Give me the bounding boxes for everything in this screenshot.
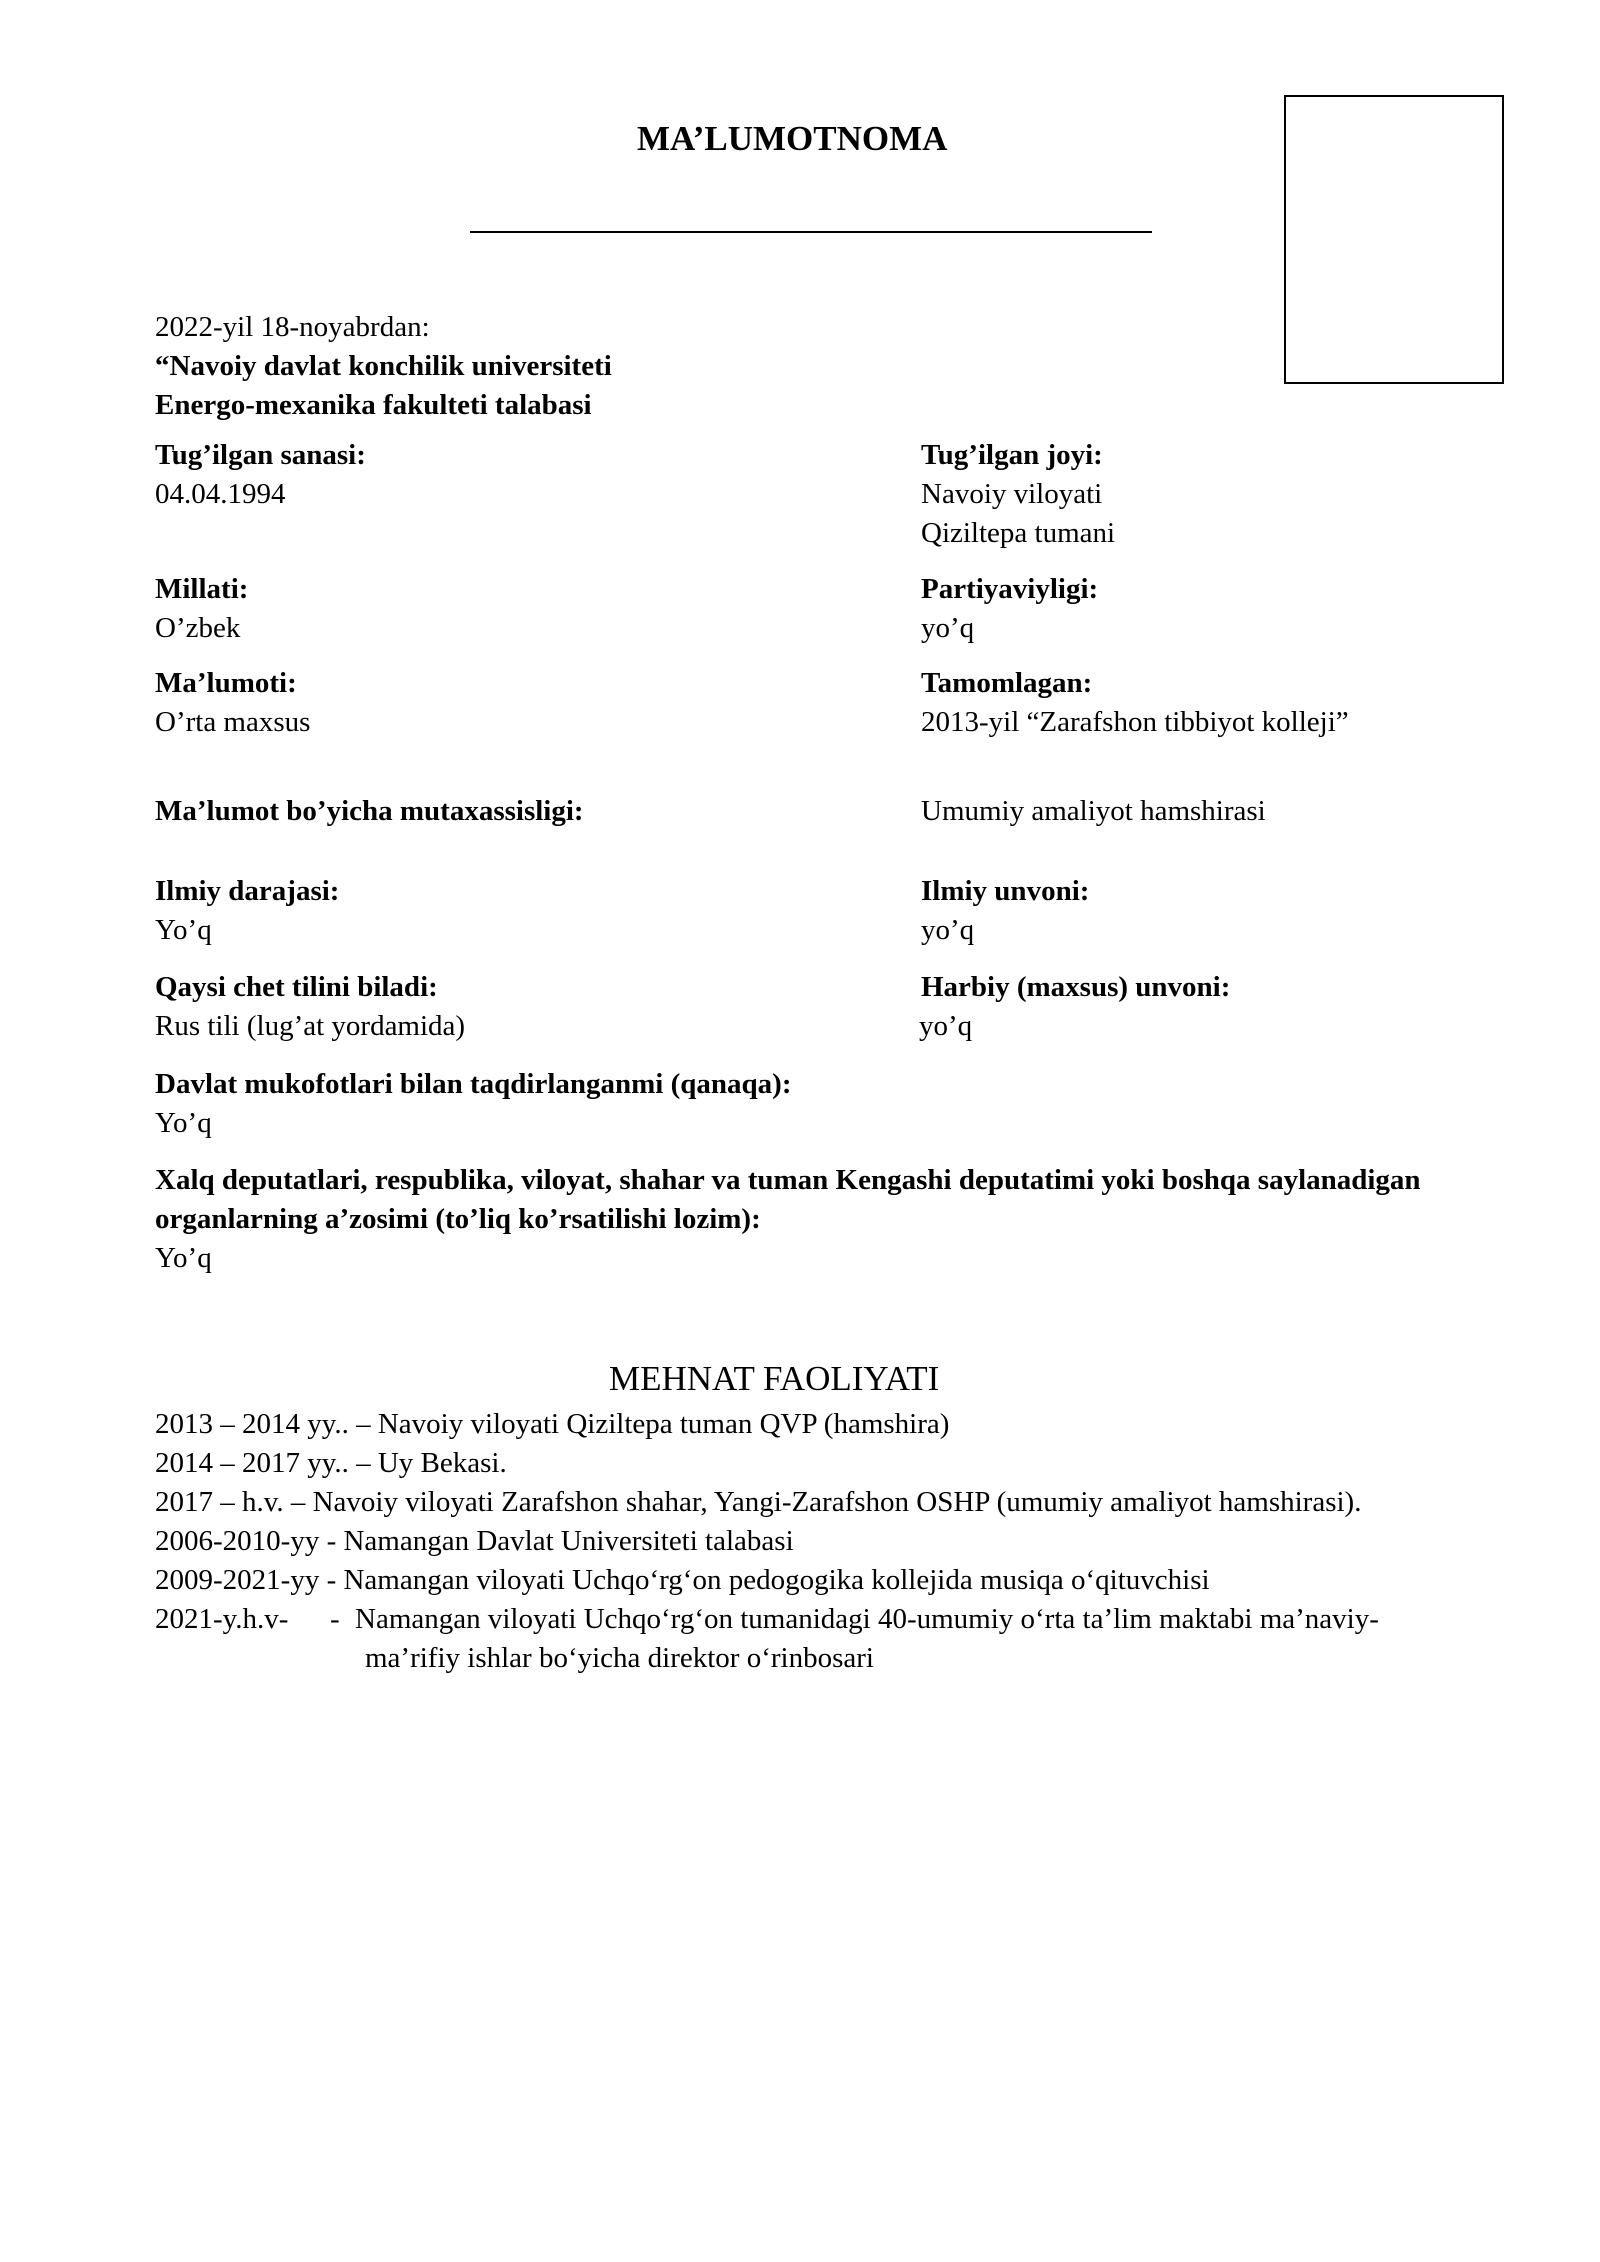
deputy-label-line-2: organlarning a’zosimi (to’liq ko’rsatilishi lozim): [155,1203,761,1235]
work-entry: 2014 – 2017 yy.. – Uy Bekasi. [155,1447,507,1479]
work-section-title: MEHNAT FAOLIYATI [609,1359,940,1398]
photo-placeholder [1284,95,1504,384]
work-entry: 2013 – 2014 yy.. – Navoiy viloyati Qiziltepa tuman QVP (hamshira) [155,1408,950,1440]
degree-label: Ilmiy darajasi: [155,875,340,907]
work-entry: 2009-2021-yy - Namangan viloyati Uchqo‘rg‘on pedogogika kollejida musiqa o‘qituvchisi [155,1564,1210,1596]
birth-date-value: 04.04.1994 [155,478,286,510]
nationality-label: Millati: [155,573,249,605]
education-value: O’rta maxsus [155,706,311,738]
deputy-value: Yo’q [155,1242,212,1274]
graduated-label: Tamomlagan: [921,667,1093,699]
work-entry: 2017 – h.v. – Navoiy viloyati Zarafshon shahar, Yangi-Zarafshon OSHP (umumiy amaliyot hamshirasi). [155,1486,1362,1518]
awards-label: Davlat mukofotlari bilan taqdirlanganmi (qanaqa): [155,1068,792,1100]
nationality-value: O’zbek [155,612,241,644]
birth-date-label: Tug’ilgan sanasi: [155,439,366,471]
birth-place-label: Tug’ilgan joyi: [921,439,1103,471]
military-label: Harbiy (maxsus) unvoni: [921,971,1231,1003]
position-line-1: “Navoiy davlat konchilik universiteti [155,350,612,382]
awards-value: Yo’q [155,1107,212,1139]
languages-value: Rus tili (lug’at yordamida) [155,1010,466,1042]
work-entry-last-date: 2021-y.h.v- [155,1603,289,1635]
degree-value: Yo’q [155,914,212,946]
military-value: yo’q [919,1010,973,1042]
graduated-value: 2013-yil “Zarafshon tibbiyot kolleji” [921,706,1349,738]
work-entry-last-line-2: ma’rifiy ishlar bo‘yicha direktor o‘rinbosari [365,1642,874,1674]
birth-place-value-2: Qiziltepa tumani [921,517,1116,549]
date-from: 2022-yil 18-noyabrdan: [155,311,430,343]
work-entry: 2006-2010-yy - Namangan Davlat Universiteti talabasi [155,1525,794,1557]
languages-label: Qaysi chet tilini biladi: [155,971,438,1003]
party-value: yo’q [921,612,975,644]
work-entry-last-dash: - [330,1603,340,1635]
specialty-value: Umumiy amaliyot hamshirasi [921,795,1266,827]
deputy-label-line-1: Xalq deputatlari, respublika, viloyat, shahar va tuman Kengashi deputatimi yoki boshqa saylanadigan [155,1164,1421,1196]
work-entry-last-line-1: Namangan viloyati Uchqo‘rg‘on tumanidagi 40-umumiy o‘rta ta’lim maktabi ma’naviy- [355,1603,1379,1635]
academic-title-label: Ilmiy unvoni: [921,875,1090,907]
document-title: MA’LUMOTNOMA [637,119,948,158]
birth-place-value-1: Navoiy viloyati [921,478,1103,510]
position-line-2: Energo-mexanika fakulteti talabasi [155,389,592,421]
name-line [470,231,1152,233]
academic-title-value: yo’q [921,914,975,946]
education-label: Ma’lumoti: [155,667,297,699]
party-label: Partiyaviyligi: [921,573,1099,605]
specialty-label: Ma’lumot bo’yicha mutaxassisligi: [155,795,584,827]
